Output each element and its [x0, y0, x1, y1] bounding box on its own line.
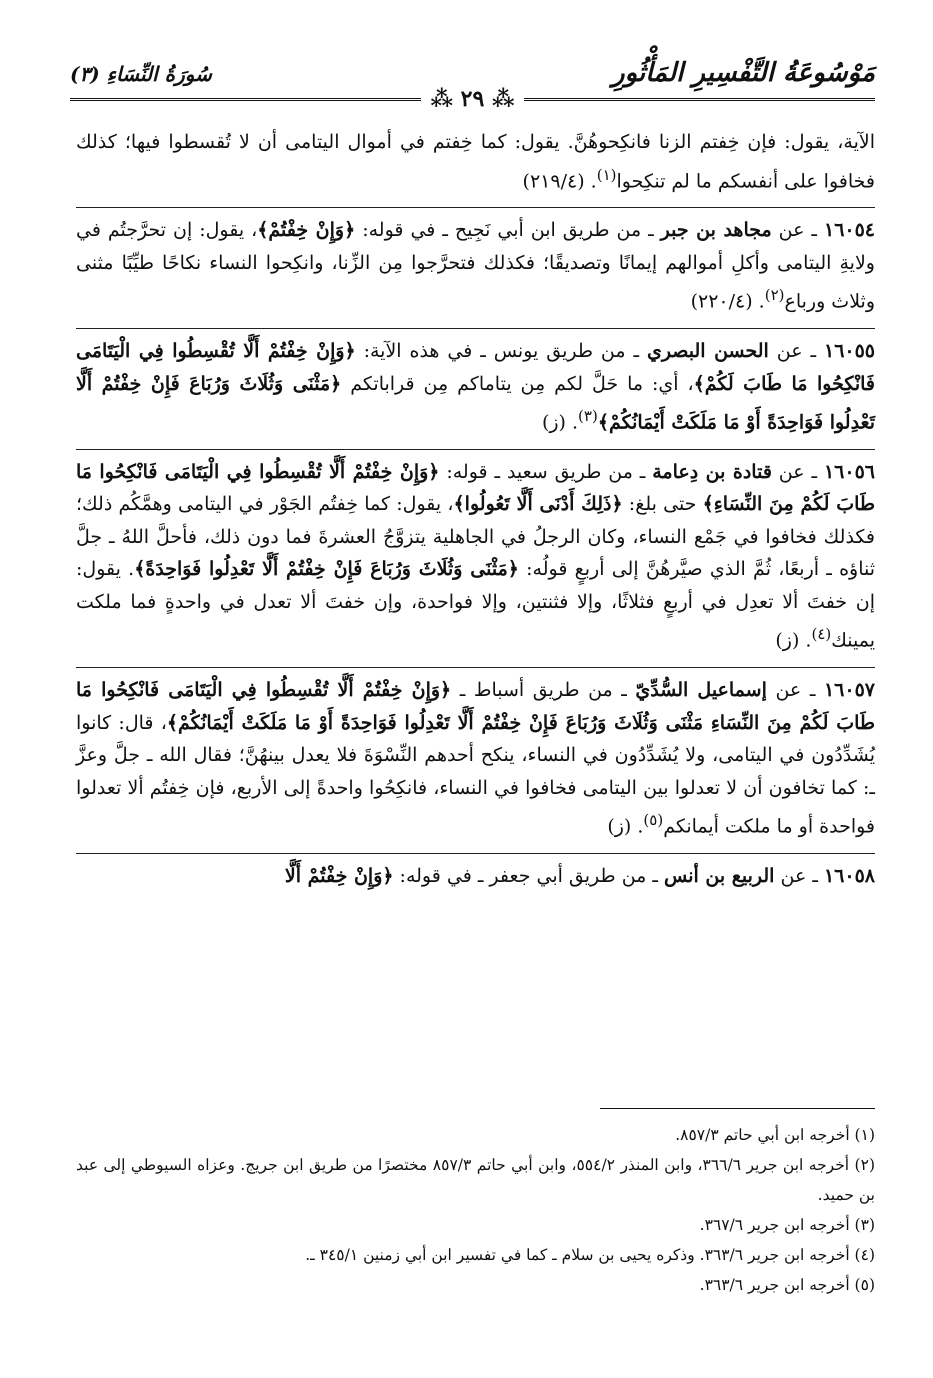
- paragraph-16055: [76, 328, 875, 439]
- footnote-ref: (٢): [764, 286, 785, 305]
- footnote-ref: (٥): [643, 811, 664, 830]
- page-header: [70, 52, 875, 112]
- quran-quote: ﴿مَثْنَى وَثُلَاثَ وَرُبَاعَ فَإِنْ خِفْتُمْ أَلَّا تَعْدِلُوا فَوَاحِدَةً﴾: [134, 558, 519, 581]
- para-text: . (ز): [541, 411, 579, 434]
- athar-number: ١٦٠٥٨: [823, 865, 875, 888]
- book-title: مَوْسُوعَةُ التَّفْسِيرِ المَأْثُورِ: [612, 58, 875, 88]
- paragraph-16056: [76, 449, 875, 657]
- para-text: . يقول: إن خفتَ ألا تعدِل في أربعٍ فثلاثًا، وإلا فثنتين، وإلا فواحدة، وإن خفتَ ألا تعدل في واحدةٍ فما ملكت يمينك: [76, 558, 875, 652]
- para-text: ، يقول: كما خِفتُم الجَوْر في اليتامى وهمَّكُم ذلك؛ فكذلك فخافوا في جَمْع النساء، وكان الرجلُ في الجاهلية يتزوَّجُ العشرةَ فما دون ذلك، فأحلَّ اللهُ ـ جلَّ ثناؤه ـ أربعًا، ثُمَّ الذي صيَّرهُنَّ إلى أربعٍ قولُه:: [76, 493, 876, 581]
- paragraph-continuation: [76, 126, 875, 197]
- footnote-5: (٥) أخرجه ابن جرير ٣٦٣/٦.: [699, 1276, 875, 1294]
- narrator-name: قتادة بن دِعامة: [652, 460, 772, 483]
- athar-number: ١٦٠٥٧: [823, 679, 875, 702]
- athar-number: ١٦٠٥٤: [823, 219, 876, 242]
- paragraph-16058: [76, 853, 875, 893]
- para-text: ، يقول: إن تحرَّجتُم في ولايةِ اليتامى وأكلِ أموالهم إيمانًا وتصديقًا؛ فكذلك فتحرَّجوا مِن الزِّنا، وانكِحوا النساء نكاحًا طيِّبًا مثنى وثلاث ورباع: [76, 219, 875, 313]
- main-text: [76, 126, 875, 903]
- footnote-ref: (٣): [578, 407, 598, 426]
- footnote-ref: (٤): [811, 625, 832, 644]
- para-text: ـ عن: [771, 219, 824, 242]
- surah-title: سُورَةُ النِّسَاءِ (٣): [70, 62, 212, 86]
- athar-number: ١٦٠٥٥: [823, 340, 876, 363]
- narrator-name: مجاهد بن جبر: [660, 219, 772, 242]
- para-text: ـ عن: [768, 340, 824, 363]
- footnote-3: (٣) أخرجه ابن جرير ٣٦٧/٦.: [699, 1216, 875, 1234]
- para-text: ـ عن: [771, 460, 824, 483]
- para-text: . (٢٢٠/٤): [690, 290, 765, 313]
- quran-quote: ﴿وَإِنْ خِفْتُمْ أَلَّا تُقْسِطُوا فِي الْيَتَامَى فَانْكِحُوا مَا طَابَ لَكُمْ﴾: [76, 340, 875, 395]
- narrator-name: إسماعيل السُّدِّيّ: [635, 679, 767, 702]
- page-number-value: ٢٩: [460, 86, 485, 112]
- paragraph-16057: [76, 667, 875, 843]
- page-number: ⁂ ٢٩ ⁂: [421, 86, 525, 112]
- footnote-4: (٤) أخرجه ابن جرير ٣٦٣/٦. وذكره يحيى بن سلام ـ كما في تفسير ابن أبي زمنين ٣٤٥/١ ـ.: [305, 1246, 875, 1264]
- quran-quote: ﴿وَإِنْ خِفْتُمْ أَلَّا: [284, 865, 394, 888]
- quran-quote: ﴿ذَلِكَ أَدْنَى أَلَّا تَعُولُوا﴾: [453, 493, 623, 516]
- narrator-name: الحسن البصري: [646, 340, 769, 363]
- footnote-2: (٢) أخرجه ابن جرير ٣٦٦/٦، وابن المنذر ٥٥٤/٢، وابن أبي حاتم ٨٥٧/٣ مختصرًا من طريق ابن جريج. وعزاه السيوطي إلى عبد بن حميد.: [76, 1156, 875, 1204]
- para-text: الآية، يقول: فإن خِفتم الزنا فانكِحوهُنَّ. يقول: كما خِفتم في أموال اليتامى أن لا تُقسطوا فيها؛ كذلك فخافوا على أنفسكم ما لم تنكِحوا: [76, 131, 875, 192]
- para-text: ، أي: ما حَلَّ لكم مِن يتاماكم مِن قراباتكم: [341, 372, 694, 395]
- footnote-rule: [600, 1108, 875, 1109]
- para-text: حتى بلغ:: [622, 493, 703, 516]
- footnotes: [76, 1120, 875, 1300]
- footnote-ref: (١): [596, 165, 617, 184]
- para-text: ـ من طريق يونس ـ في هذه الآية:: [355, 340, 647, 363]
- para-text: ، قال: كانوا يُشَدِّدُون في اليتامى، ولا يُشَدِّدُون في النساء، ينكح أحدهم النِّسْوَةَ فلا يعدل بينهُنَّ؛ فقال الله ـ جلَّ وعزَّ ـ: كما تخافون أن لا تعدلوا بين اليتامى فخافوا في النساء، فانكِحُوا واحدةً إلى الأربع، فإن خِفتُم ألا تعدلوا فواحدة أو ما ملكت أيمانكم: [76, 711, 875, 838]
- para-text: ـ من طريق أبي جعفر ـ في قوله:: [393, 865, 664, 888]
- para-text: ـ من طريق أسباط ـ: [451, 679, 636, 702]
- paragraph-16054: [76, 207, 875, 318]
- footnote-1: (١) أخرجه ابن أبي حاتم ٨٥٧/٣.: [675, 1126, 875, 1144]
- quran-quote: ﴿وَإِنْ خِفْتُمْ﴾: [257, 219, 356, 242]
- para-text: ـ عن: [766, 679, 824, 702]
- athar-number: ١٦٠٥٦: [823, 460, 875, 483]
- para-text: . (٢١٩/٤): [522, 169, 597, 192]
- quran-quote: ﴿مَثْنَى وَثُلَاثَ وَرُبَاعَ فَإِنْ خِفْتُمْ أَلَّا تَعْدِلُوا فَوَاحِدَةً أَوْ مَا مَلَكَتْ أَيْمَانُكُمْ﴾: [76, 372, 875, 434]
- para-text: ـ عن: [774, 865, 824, 888]
- para-text: ـ من طريق سعيد ـ قوله:: [439, 460, 653, 483]
- quran-quote: ﴿وَإِنْ خِفْتُمْ أَلَّا تُقْسِطُوا فِي الْيَتَامَى فَانْكِحُوا مَا طَابَ لَكُمْ مِنَ النِّسَاءِ﴾: [76, 460, 876, 516]
- narrator-name: الربيع بن أنس: [664, 865, 775, 888]
- para-text: ـ من طريق ابن أبي نَجِيح ـ في قوله:: [355, 219, 661, 242]
- quran-quote: ﴿وَإِنْ خِفْتُمْ أَلَّا تُقْسِطُوا فِي الْيَتَامَى فَانْكِحُوا مَا طَابَ لَكُمْ مِنَ النِّسَاءِ مَثْنَى وَثُلَاثَ وَرُبَاعَ فَإِنْ خِفْتُمْ أَلَّا تَعْدِلُوا فَوَاحِدَةً أَوْ مَا مَلَكَتْ أَيْمَانُكُمْ﴾: [76, 679, 875, 734]
- para-text: . (ز): [775, 629, 812, 652]
- para-text: . (ز): [607, 815, 644, 838]
